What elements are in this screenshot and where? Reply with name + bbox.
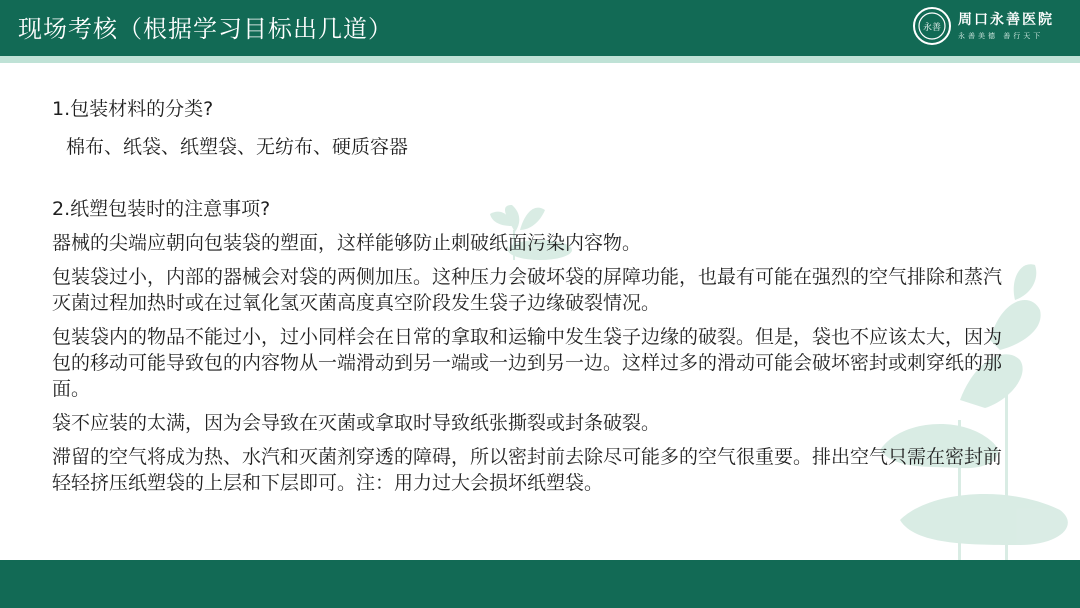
slide-content [52, 96, 1002, 496]
seal-text: 永善 [922, 23, 942, 33]
footer-bar [0, 560, 1080, 608]
header-divider [0, 56, 1080, 63]
question-2-paragraph: 器械的尖端应朝向包装袋的塑面，这样能够防止刺破纸面污染内容物。 [52, 232, 642, 254]
hospital-name: 周口永善医院 [958, 12, 1054, 28]
question-2-paragraph: 包装袋内的物品不能过小，过小同样会在日常的拿取和运输中发生袋子边缘的破裂。但是，袋也不应该太大，因为包的移动可能导致包的内容物从一端滑动到另一端或一边到另一边。这样过多的滑动可能会破坏密封或刺穿纸的那面。 [52, 326, 1003, 400]
question-1-title: 1.包装材料的分类? [52, 98, 214, 120]
question-2-paragraph: 包装袋过小，内部的器械会对袋的两侧加压。这种压力会破坏袋的屏障功能，也最有可能在强烈的空气排除和蒸汽灭菌过程加热时或在过氧化氢灭菌高度真空阶段发生袋子边缘破裂情况。 [52, 266, 1003, 314]
question-2-title: 2.纸塑包装时的注意事项? [52, 198, 271, 220]
page-title: 现场考核（根据学习目标出几道） [18, 15, 393, 43]
hospital-seal-icon [912, 6, 952, 46]
question-1-answer: 棉布、纸袋、纸塑袋、无纺布、硬质容器 [66, 136, 409, 158]
question-2-paragraph: 袋不应装的太满，因为会导致在灭菌或拿取时导致纸张撕裂或封条破裂。 [52, 412, 661, 434]
hospital-motto: 永善美德 善行天下 [958, 32, 1044, 40]
question-2-paragraph: 滞留的空气将成为热、水汽和灭菌剂穿透的障碍，所以密封前去除尽可能多的空气很重要。排出空气只需在密封前轻轻挤压纸塑袋的上层和下层即可。注：用力过大会损坏纸塑袋。 [52, 446, 1003, 494]
header-bar [0, 0, 1080, 56]
